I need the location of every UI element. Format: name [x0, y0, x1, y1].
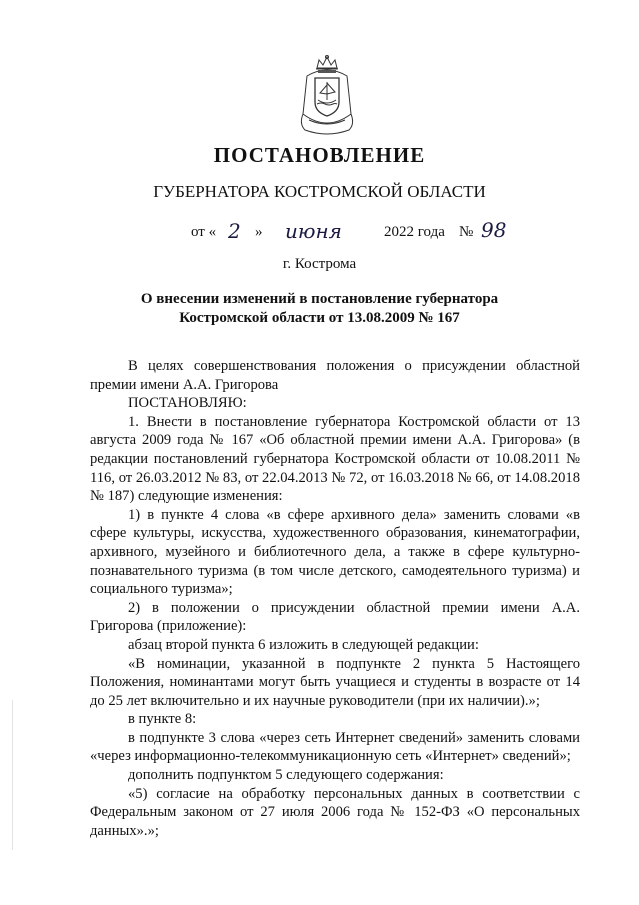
- handwritten-number: 98: [481, 218, 507, 242]
- paragraph-sub-5-text: «5) согласие на обработку персональных данных в соответствии с Федеральным законом от 27 июля 2006 года № 152-ФЗ «О персональных данных».»;: [90, 785, 580, 839]
- date-year: 2022 года: [384, 224, 445, 240]
- date-prefix: от «: [191, 224, 217, 240]
- paragraph-clause-8-sub-3: в подпункте 3 слова «через сеть Интернет сведений» заменить словами «через информационно-телекоммуникационную сеть «Интернет» сведений»;: [90, 729, 580, 765]
- paragraph-subitem-2: 2) в положении о присуждении областной премии имени А.А. Григорова (приложение):: [90, 599, 580, 635]
- city-line: г. Кострома: [282, 256, 357, 272]
- document-body: [90, 357, 580, 840]
- paragraph-subitem-1: 1) в пункте 4 слова «в сфере архивного дела» заменить словами «в сфере культуры, искусства, художественного образования, кинематографии, архивного, музейного и библиотечного дела, а также в сфере культурно-познавательного туризма (в том числе детского, самодеятельного туризма) и социального туризма»;: [90, 506, 580, 598]
- paragraph-clause-8: в пункте 8:: [128, 711, 197, 728]
- scan-edge-divider: [12, 700, 13, 850]
- heading-line-1: О внесении изменений в постановление губернатора: [140, 291, 499, 307]
- date-line: [0, 220, 639, 250]
- heading-line-2: Костромской области от 13.08.2009 № 167: [179, 310, 460, 326]
- date-day-close: »: [255, 224, 263, 240]
- document-heading: [0, 290, 639, 328]
- coat-of-arms-emblem: [295, 54, 359, 138]
- paragraph-add-sub-5: дополнить подпунктом 5 следующего содержания:: [128, 767, 444, 784]
- document-title: ПОСТАНОВЛЕНИЕ: [213, 143, 426, 167]
- paragraph-clause-6: абзац второй пункта 6 изложить в следующей редакции:: [128, 636, 479, 653]
- paragraph-decree: ПОСТАНОВЛЯЮ:: [128, 395, 247, 412]
- paragraph-clause-6-text: «В номинации, указанной в подпункте 2 пункта 5 Настоящего Положения, номинантами могут быть учащиеся и студенты в возрасте от 14 до 25 лет включительно и их научные руководители (при их наличии).»;: [90, 655, 580, 709]
- handwritten-day: 2: [228, 219, 241, 243]
- paragraph-item-1: 1. Внести в постановление губернатора Костромской области от 13 августа 2009 года № 167 «Об областной премии имени А.А. Григорова» (в редакции постановлений губернатора Костромской области от 10.08.2011 № 116, от 26.03.2012 № 83, от 22.04.2013 № 72, от 16.03.2018 № 66, от 14.08.2018 № 187) следующие изменения:: [90, 413, 580, 505]
- paragraph-preamble: В целях совершенствования положения о присуждении областной премии имени А.А. Григорова: [90, 358, 580, 393]
- handwritten-month: июня: [285, 219, 342, 243]
- number-sign: №: [459, 224, 474, 240]
- document-subtitle: ГУБЕРНАТОРА КОСТРОМСКОЙ ОБЛАСТИ: [153, 182, 486, 201]
